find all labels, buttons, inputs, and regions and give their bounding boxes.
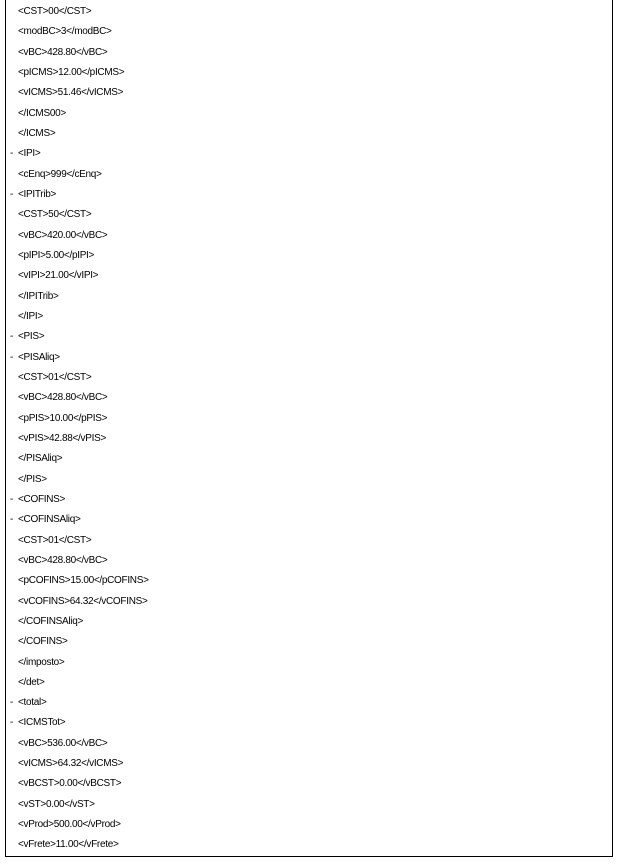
xml-node-expandable	[0, 695, 619, 715]
xml-line	[0, 797, 619, 817]
xml-node-expandable	[0, 146, 619, 166]
xml-line-text: <IPITrib>	[18, 188, 57, 200]
xml-line-text: </ICMS>	[18, 127, 56, 139]
xml-line	[0, 309, 619, 329]
xml-line-text: <vPIS>42.88</vPIS>	[18, 432, 106, 444]
xml-line	[0, 817, 619, 837]
xml-line-text: <pCOFINS>15.00</pCOFINS>	[18, 575, 149, 587]
xml-line	[0, 594, 619, 614]
xml-line	[0, 390, 619, 410]
xml-line	[0, 370, 619, 390]
collapse-toggle[interactable]: -	[10, 148, 14, 160]
xml-line	[0, 553, 619, 573]
xml-line	[0, 614, 619, 634]
xml-line-text: <vST>0.00</vST>	[18, 798, 95, 810]
xml-line-text: <vBCST>0.00</vBCST>	[18, 778, 122, 790]
xml-line-text: <total>	[18, 697, 47, 709]
collapse-toggle[interactable]: -	[10, 188, 14, 200]
xml-node-expandable	[0, 715, 619, 735]
collapse-toggle[interactable]: -	[10, 514, 14, 526]
xml-line-text: <CST>50</CST>	[18, 209, 92, 221]
xml-node-expandable	[0, 492, 619, 512]
xml-line-text: </det>	[18, 676, 45, 688]
xml-line-text: <PIS>	[18, 331, 45, 343]
xml-line	[0, 675, 619, 695]
xml-line-text: </PISAliq>	[18, 453, 63, 465]
xml-line-text: </ICMS00>	[18, 107, 66, 119]
xml-line-text: <CST>00</CST>	[18, 6, 92, 17]
xml-line-text: <cEnq>999</cEnq>	[18, 168, 102, 180]
xml-line	[0, 4, 619, 24]
xml-line-text: </IPITrib>	[18, 290, 59, 302]
collapse-toggle[interactable]: -	[10, 717, 14, 729]
xml-line-text: <vProd>500.00</vProd>	[18, 819, 121, 831]
xml-line	[0, 837, 619, 857]
xml-line-text: </imposto>	[18, 656, 65, 668]
xml-line	[0, 65, 619, 85]
xml-line	[0, 45, 619, 65]
xml-line	[0, 167, 619, 187]
xml-line-text: </COFINSAliq>	[18, 615, 84, 627]
xml-node-expandable	[0, 512, 619, 532]
xml-line-text: <vBC>536.00</vBC>	[18, 737, 108, 749]
xml-line	[0, 411, 619, 431]
xml-line-text: <pICMS>12.00</pICMS>	[18, 66, 125, 78]
xml-line	[0, 756, 619, 776]
xml-line	[0, 248, 619, 268]
xml-line	[0, 776, 619, 796]
xml-line	[0, 573, 619, 593]
xml-line-text: <COFINSAliq>	[18, 514, 81, 526]
xml-line	[0, 24, 619, 44]
xml-line	[0, 431, 619, 451]
xml-node-expandable	[0, 187, 619, 207]
xml-line	[0, 207, 619, 227]
xml-line	[0, 289, 619, 309]
xml-line-text: </PIS>	[18, 473, 47, 485]
xml-line-text: <modBC>3</modBC>	[18, 26, 112, 38]
collapse-toggle[interactable]: -	[10, 493, 14, 505]
xml-line-text: </COFINS>	[18, 636, 68, 648]
xml-line	[0, 634, 619, 654]
collapse-toggle[interactable]: -	[10, 697, 14, 709]
xml-line	[0, 126, 619, 146]
xml-line	[0, 533, 619, 553]
xml-line	[0, 268, 619, 288]
xml-line-text: <CST>01</CST>	[18, 534, 92, 546]
xml-line-text: <pIPI>5.00</pIPI>	[18, 249, 95, 261]
xml-line	[0, 228, 619, 248]
xml-line-text: <vICMS>64.32</vICMS>	[18, 758, 124, 770]
xml-line-text: <vICMS>51.46</vICMS>	[18, 87, 124, 99]
xml-line-text: <CST>01</CST>	[18, 371, 92, 383]
xml-line-text: <vCOFINS>64.32</vCOFINS>	[18, 595, 148, 607]
xml-line-text: </IPI>	[18, 310, 43, 322]
xml-line-text: <vBC>428.80</vBC>	[18, 554, 108, 566]
collapse-toggle[interactable]: -	[10, 331, 14, 343]
xml-line	[0, 451, 619, 471]
xml-line-text: <PISAliq>	[18, 351, 60, 363]
xml-line-text: <vBC>420.00</vBC>	[18, 229, 108, 241]
xml-line	[0, 85, 619, 105]
xml-line-text: <pPIS>10.00</pPIS>	[18, 412, 108, 424]
xml-line	[0, 472, 619, 492]
xml-tree	[0, 4, 619, 858]
xml-line	[0, 736, 619, 756]
xml-line-text: <vIPI>21.00</vIPI>	[18, 270, 99, 282]
xml-line-text: <vFrete>11.00</vFrete>	[18, 839, 119, 851]
xml-line-text: <vBC>428.80</vBC>	[18, 392, 108, 404]
xml-line-text: <ICMSTot>	[18, 717, 66, 729]
xml-line-text: <IPI>	[18, 148, 41, 160]
xml-node-expandable	[0, 350, 619, 370]
collapse-toggle[interactable]: -	[10, 351, 14, 363]
xml-node-expandable	[0, 329, 619, 349]
xml-line	[0, 655, 619, 675]
xml-line-text: <COFINS>	[18, 493, 66, 505]
xml-line	[0, 106, 619, 126]
xml-line-text: <vBC>428.80</vBC>	[18, 46, 108, 58]
